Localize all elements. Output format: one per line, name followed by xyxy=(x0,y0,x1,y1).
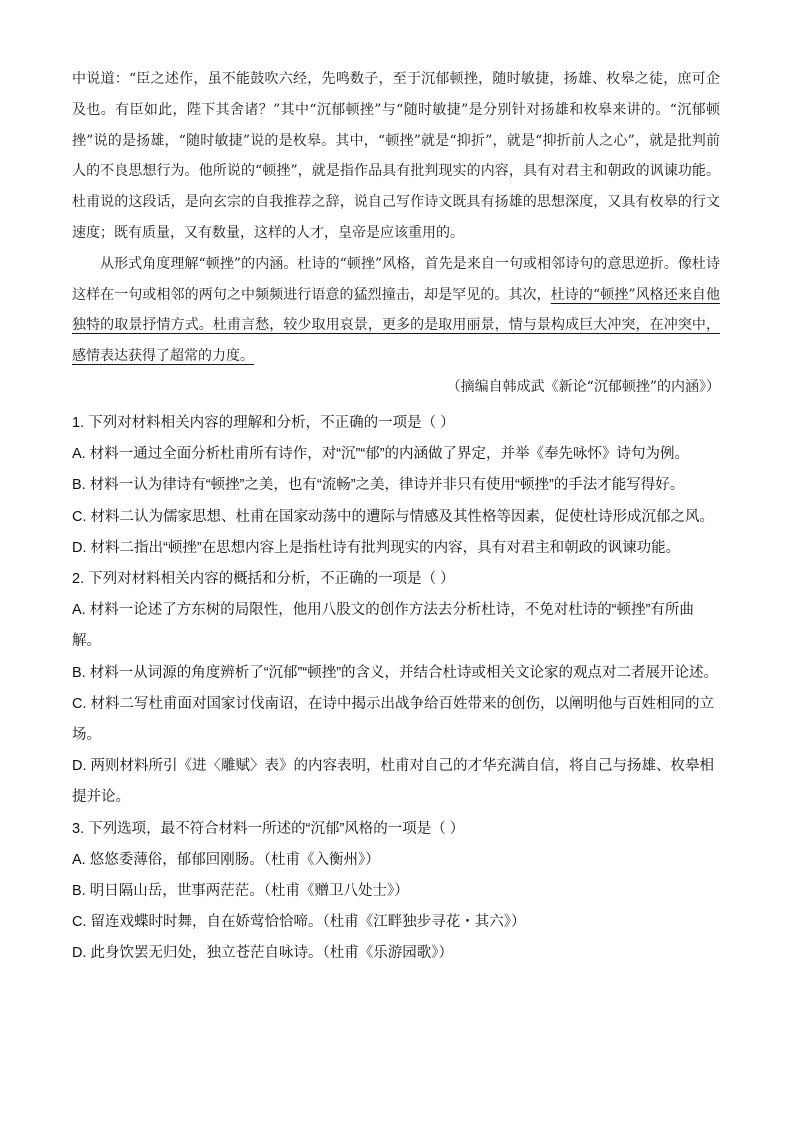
question-1-option-a: A. 材料一通过全面分析杜甫所有诗作，对“沉”“郁”的内涵做了界定，并举《奉先咏怀》诗句为例。 xyxy=(72,446,690,463)
question-3-option-d: D. 此身饮罢无归处，独立苍茫自咏诗。（杜甫《乐游园歌》） xyxy=(72,945,454,962)
reading-passage xyxy=(72,64,720,403)
question-3-option-b: B. 明日隔山岳，世事两茫茫。（杜甫《赠卫八处士》） xyxy=(72,883,409,900)
passage-paragraph-1: 中说道：“臣之述作，虽不能鼓吹六经，先鸣数子，至于沉郁顿挫，随时敏捷，扬雄、枚皋之徒，庶可企及也。有臣如此，陛下其舍诸？”其中“沉郁顿挫”与“随时敏捷”是分别针对扬雄和枚皋来讲的。“沉郁顿挫”说的是扬雄，“随时敏捷”说的是枚皋。其中，“顿挫”就是“抑折”，就是“抑折前人之心”，就是批判前人的不良思想行为。他所说的“顿挫”，就是指作品具有批判现实的内容，具有对君主和朝政的讽谏功能。杜甫说的这段话，是向玄宗的自我推荐之辞，说自己写作诗文既具有扬雄的思想深度，又具有枚皋的行文速度；既有质量，又有数量，这样的人才，皇帝是应该重用的。 xyxy=(72,71,720,241)
question-3-stem: 3. 下列选项，最不符合材料一所述的“沉郁”风格的一项是（ ） xyxy=(72,820,465,837)
question-1-option-d: D. 材料二指出“顿挫”在思想内容上是指杜诗有批判现实的内容，具有对君主和朝政的讽谏功能。 xyxy=(72,539,681,556)
passage-paragraph-2-text: 从形式角度理解“顿挫”的内涵。杜诗的“顿挫”风格，首先是来自一句或相邻诗句的意思逆折。像杜诗这样在一句或相邻的两句之中频频进行语意的猛烈撞击，却是罕见的。其次， xyxy=(72,255,720,303)
question-2-option-d: D. 两则材料所引《进〈雕赋〉表》的内容表明，杜甫对自己的才华充满自信，将自己与扬雄、枚皋相提并论。 xyxy=(72,758,715,806)
question-list xyxy=(72,408,720,970)
question-2-stem: 2. 下列对材料相关内容的概括和分析，不正确的一项是（ ） xyxy=(72,571,455,588)
question-2-option-a: A. 材料一论述了方东树的局限性，他用八股文的创作方法去分析杜诗，不免对杜诗的“顿挫”有所曲解。 xyxy=(72,602,694,650)
question-3-option-a: A. 悠悠委薄俗，郁郁回刚肠。（杜甫《入衡州》） xyxy=(72,851,380,868)
question-1-option-b: B. 材料一认为律诗有“顿挫”之美，也有“流畅”之美，律诗并非只有使用“顿挫”的手法才能写得好。 xyxy=(72,477,685,494)
question-2-option-b: B. 材料一从词源的角度辨析了“沉郁”“顿挫”的含义，并结合杜诗或相关文论家的观点对二者展开论述。 xyxy=(72,664,719,681)
passage-source: （摘编自韩成武《新论“沉郁顿挫”的内涵》） xyxy=(446,378,720,395)
question-2-option-c: C. 材料二写杜甫面对国家讨伐南诏，在诗中揭示出战争给百姓带来的创伤，以阐明他与百姓相同的立场。 xyxy=(72,695,715,744)
question-1-option-c: C. 材料二认为儒家思想、杜甫在国家动荡中的遭际与情感及其性格等因素，促使杜诗形成沉郁之风。 xyxy=(72,508,715,525)
question-3-option-c: C. 留连戏蝶时时舞，自在娇莺恰恰啼。（杜甫《江畔独步寻花・其六》） xyxy=(72,914,526,931)
question-1-stem: 1. 下列对材料相关内容的理解和分析，不正确的一项是（ ） xyxy=(72,415,455,431)
passage-underlined-sentence: 杜诗的“顿挫”风格还来自他独特的取景抒情方式。杜甫言愁，较少取用哀景，更多的是取用丽景，情与景构成巨大冲突，在冲突中，感情表达获得了超常的力度。 xyxy=(72,286,720,365)
passage-paragraph-2 xyxy=(72,249,720,372)
